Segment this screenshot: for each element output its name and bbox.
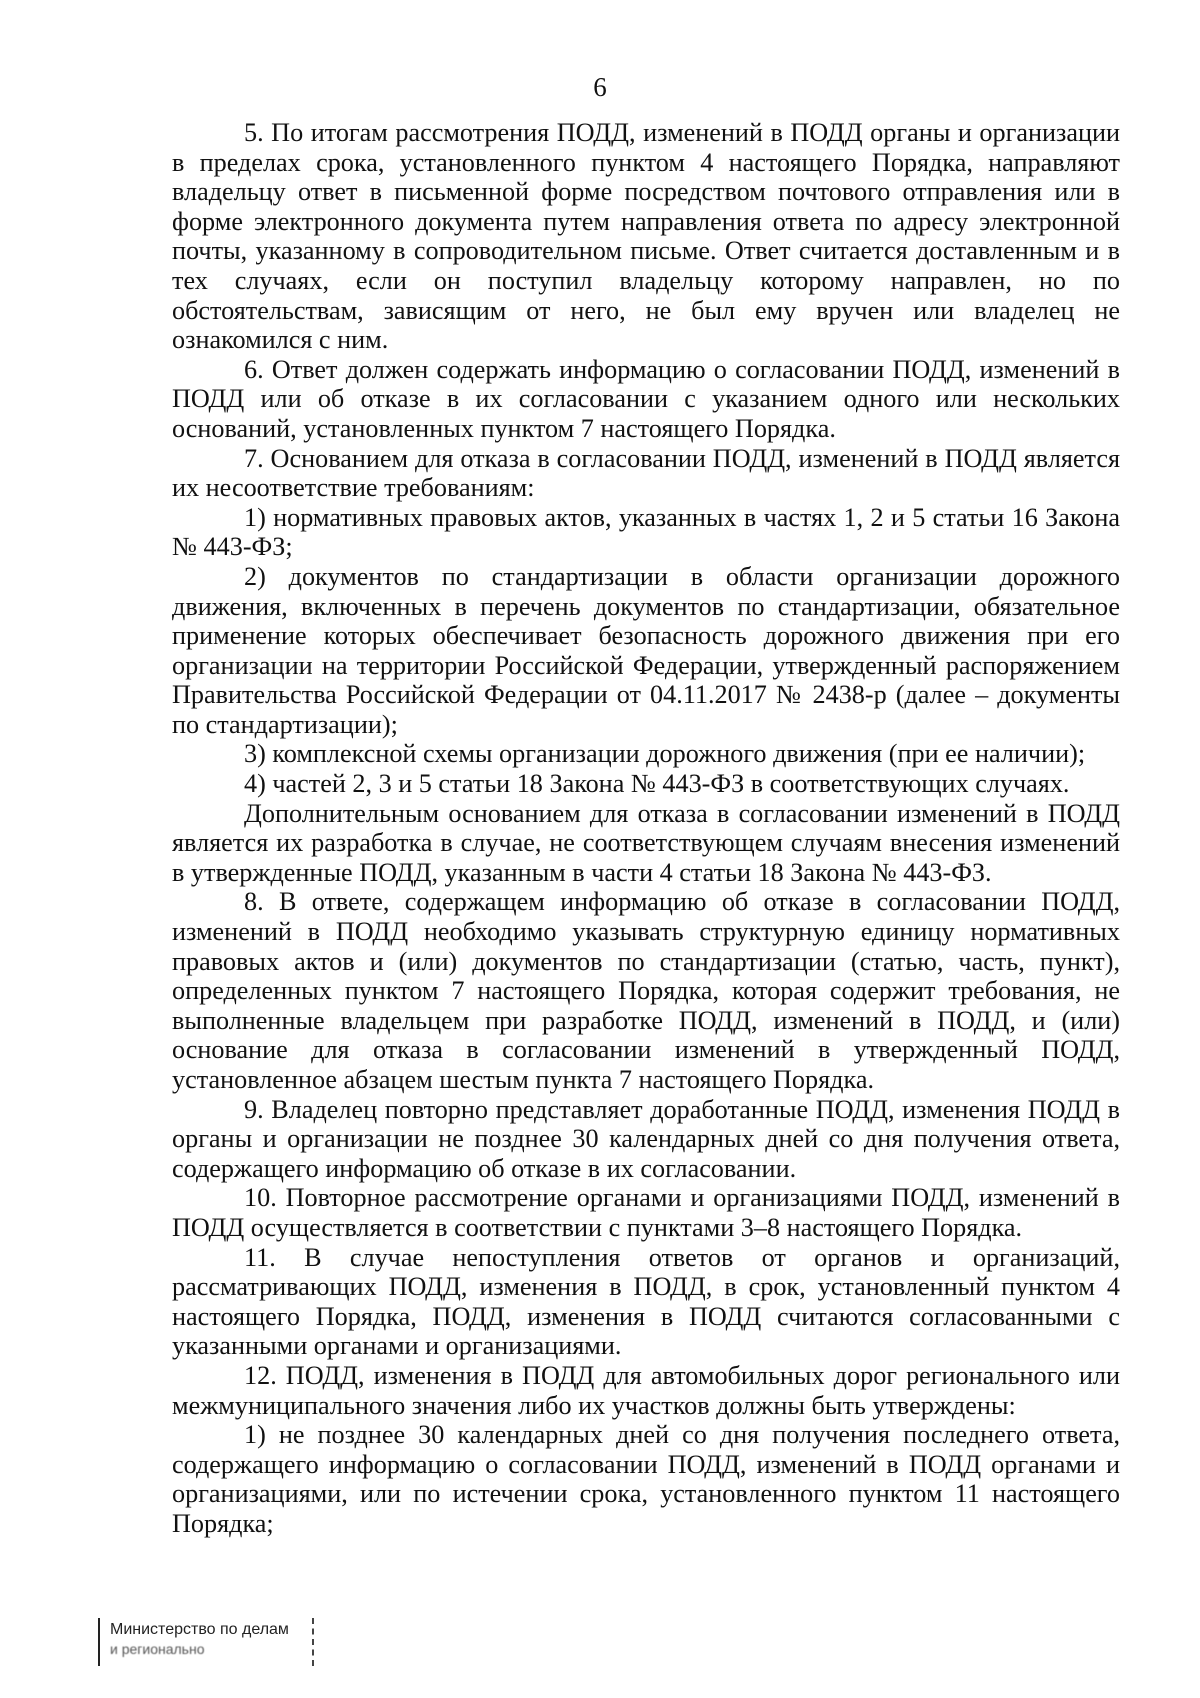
paragraph-7: 7. Основанием для отказа в согласовании ПОДД, изменений в ПОДД является их несоответствие требованиям: (172, 443, 1120, 503)
paragraph-7-item-2: 2) документов по стандартизации в области организации дорожного движения, включенных в перечень документов по стандартизации, обязательное применение которых обеспечивает безопасность дорожного движения при его организации на территории Российской Федерации, утвержденный распоряжением Правительства Российской Федерации от 04.11.2017 № 2438-р (далее – документы по стандартизации); (172, 561, 1120, 739)
paragraph-12-item-1: 1) не позднее 30 календарных дней со дня получения последнего ответа, содержащего информацию о согласовании ПОДД, изменений в ПОДД органами и организациями, или по истечении срока, установленного пунктом 11 настоящего Порядка; (172, 1420, 1120, 1538)
paragraph-12: 12. ПОДД, изменения в ПОДД для автомобильных дорог регионального или межмуниципального значения либо их участков должны быть утверждены: (172, 1360, 1120, 1420)
paragraph-9: 9. Владелец повторно представляет доработанные ПОДД, изменения ПОДД в органы и организации не позднее 30 календарных дней со дня получения ответа, содержащего информацию об отказе в их согласовании. (172, 1094, 1120, 1183)
paragraph-7-item-1: 1) нормативных правовых актов, указанных в частях 1, 2 и 5 статьи 16 Закона № 443-ФЗ; (172, 502, 1120, 562)
paragraph-6: 6. Ответ должен содержать информацию о согласовании ПОДД, изменений в ПОДД или об отказе в их согласовании с указанием одного или нескольких оснований, установленных пунктом 7 настоящего Порядка. (172, 354, 1120, 443)
paragraph-5: 5. По итогам рассмотрения ПОДД, изменений в ПОДД органы и организации в пределах срока, установленного пунктом 4 настоящего Порядка, направляют владельцу ответ в письменной форме посредством почтового отправления или в форме электронного документа путем направления ответа по адресу электронной почты, указанному в сопроводительном письме. Ответ считается доставленным и в тех случаях, если он поступил владельцу которому направлен, но по обстоятельствам, зависящим от него, не был ему вручен или владелец не ознакомился с ним. (172, 118, 1120, 355)
document-body (172, 118, 1120, 1539)
ministry-stamp (98, 1618, 314, 1666)
paragraph-7-item-4: 4) частей 2, 3 и 5 статьи 18 Закона № 443-ФЗ в соответствующих случаях. (244, 769, 1070, 799)
paragraph-10: 10. Повторное рассмотрение органами и организациями ПОДД, изменений в ПОДД осуществляется в соответствии с пунктами 3–8 настоящего Порядка. (172, 1183, 1120, 1242)
paragraph-8: 8. В ответе, содержащем информацию об отказе в согласовании ПОДД, изменений в ПОДД необходимо указывать структурную единицу нормативных правовых актов и (или) документов по стандартизации (статью, часть, пункт), определенных пунктом 7 настоящего Порядка, которая содержит требования, не выполненные владельцем при разработке ПОДД, изменений в ПОДД, и (или) основание для отказа в согласовании изменений в утвержденный ПОДД, установленное абзацем шестым пункта 7 настоящего Порядка. (172, 887, 1120, 1094)
stamp-line-2: и регионально (110, 1641, 205, 1657)
paragraph-7-item-3: 3) комплексной схемы организации дорожного движения (при ее наличии); (244, 739, 1086, 769)
page-number: 6 (593, 72, 607, 102)
stamp-line-1: Министерство по делам (110, 1621, 289, 1638)
paragraph-7-additional: Дополнительным основанием для отказа в согласовании изменений в ПОДД является их разработка в случае, не соответствующем случаям внесения изменений в утвержденные ПОДД, указанным в части 4 статьи 18 Закона № 443-ФЗ. (172, 798, 1120, 887)
paragraph-11: 11. В случае непоступления ответов от органов и организаций, рассматривающих ПОДД, изменения в ПОДД, в срок, установленный пунктом 4 настоящего Порядка, ПОДД, изменения в ПОДД считаются согласованными с указанными органами и организациями. (172, 1242, 1120, 1361)
